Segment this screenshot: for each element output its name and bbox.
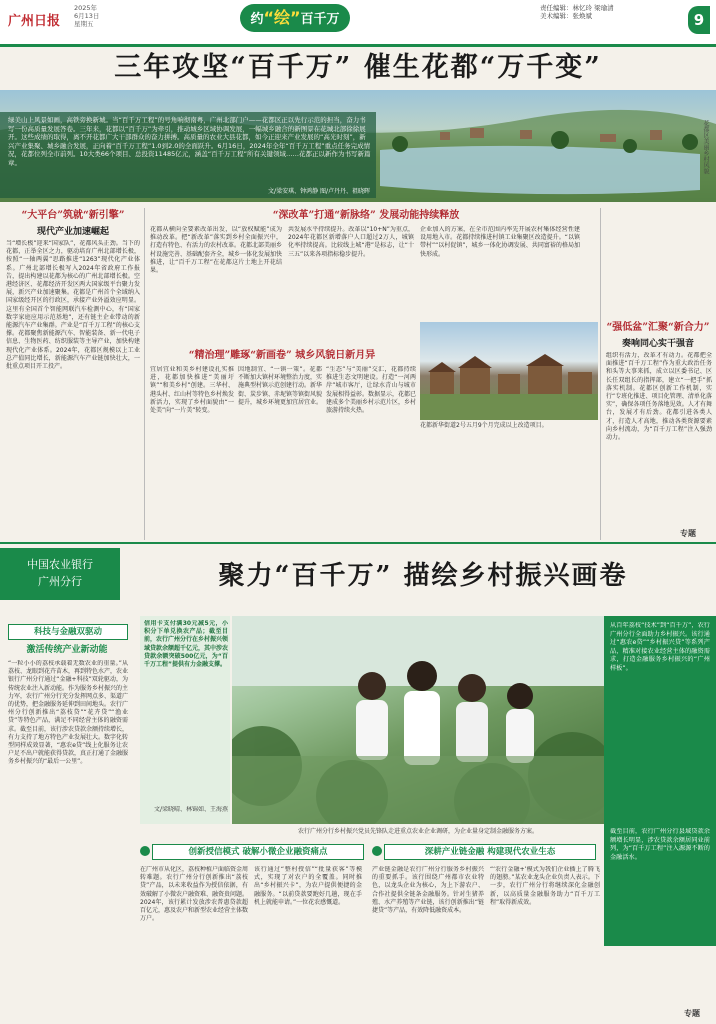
col1-body: 当“增长极”迎来“国家队”，花都风头正劲。当下的花都，正举全区之力，驱动培育广州北部增长极，按照“一轴两翼”思路推进“1263”现代化产业体系。广州北部增长极写入2024年省政府工作报告，提出构建以花都为核心的广州北部增长极。空港经济区、花都经济开发区两大国家级平台聚力发展，新兴产业加速聚集。花都是广州首个全域纳入国家级经开区的行政区，承接产业外溢效应明显。这里有全国首个智能网联汽车检测中心，有“国家数字家庭应用示范基地”，还有链主企业带动的新能源汽车产业集群。产业是“百千万工程”的核心支撑。花都聚焦新能源汽车、智能装备、新一代电子信息、生物医药、纺织服装等主导产业，加快构建现代化产业体系。2024年，花都区规模以上工业总产值同比增长，新能源汽车产业链加快壮大，一批重点项目开工投产。 [6,240,140,371]
story1-lead: 绿美山上风景如画，高铁旁换新城。当“百千万工程”的号角响彻南粤，广州北部门户——花都区正以先行示范的担当，奋力书写一份高质量发展答卷。三年来，花都以“百千万”为牵引，推动城乡区域协调发展，一幅城乡融合的新图景在花城北部徐徐展开。这些成绩的取得，离不开花都广大干部群众的奋力拼搏。高质量的农业大县花都，如今正迎来产业发展的“高光时刻”，新兴产业集聚、城乡融合发展，正向着“百千万工程”1.0到2.0的全面跃升。6月16日，2024年全年“百千万工程”重点任务完成情况，花都位列全市前列。10大类66个项目、总投资11485亿元，涵盖“百千万工程”所有关键领域……花都正以新作为书写新篇章。 [8,116,371,167]
town-caption: 花都新华街道2号五月9个月完成以上改造项目。 [420,422,548,429]
story2-left-tag-sub: 激活传统产业新动能 [26,645,108,655]
section-divider [0,542,716,544]
sidebar-text-2: 截至目前，农行广州分行县域贷款余额增长明显，涉农贷款余额居同业前列，为“百千万工程”注入源源不断的金融活水。 [610,828,710,861]
col-right-body: 组织有活力，改革才有动力。花都把全面推进“百千万工程”作为重大政治任务和头等大事来抓，成立以区委书记、区长任双组长的指挥部，建立“一把手”抓落实机制。花都区创新工作机制，实行“专班化推进、项目化管理、清单化落实”，确保各项任务落地见效。人才有舞台，发展才有后劲。花都引进各类人才，打造人才高地，推动各类资源要素向乡村流动，为“百千万工程”注入强劲动力。 [606,352,712,442]
col-mid-title: “深改革”打通“新脉络” 发展动能持续释放 [272,210,460,221]
col-mid2-text-a: 宜居宜业和美乡村建设扎实推进，花都加快推进“美丽圩镇”“和美乡村”创建。三华村、港头村、红山村等特色乡村焕发新活力，实现了乡村面貌由“一处美”向“一片美”转变。 [150,366,234,415]
col-mid-text-a: 花都从横向全要素改革出发，以“放权赋能”成为推动改革。把“新改革”落实到乡村全面振兴中，打造有特色、有活力的农村改革。花都北部美丽乡村设施完善、基础配套齐全，城乡一体化发展加快推进，让“百千万工程”在花都这片土地上开花结果。 [150,226,282,275]
story2-sidebar [604,616,716,946]
col-right-title: “强低盆”汇聚“新合力” [606,322,710,333]
highlight-text: 信用卡支付满30元减5元，小积分下单兑换农产品；截至目前，农行广州分行在乡村振兴领域贷款余额超千亿元，其中涉农贷款余额突破500亿元，为“百千万工程”提供有力金融支撑。 [144,620,228,669]
editor-line-2: 美术编辑：张焕斌 [540,12,592,20]
col-mid2-text-c: “生态”与“美丽”交汇，花都持续推进生态文明建设。打造“一河两岸”城市客厅，让绿水青山与城市发展相得益彰。数据显示，花都已建成多个美丽乡村示范片区，乡村旅游持续火热。 [326,366,416,415]
story2-tag-right: 深耕产业链金融 构建现代农业生态 [384,844,596,860]
col-mid2-title: “精治理”雕琢“新画卷” 城乡风貌日新月异 [188,350,376,361]
date-weekday: 星期五 [74,20,94,28]
story2-left-tag-title: 科技与金融双驱动 [8,624,128,640]
story2-tag-left: 创新授信模式 破解小微企业融资痛点 [152,844,364,860]
story2-text-mid: 该行通过“整村授信”“批量获客”等模式，实现了对农户的全覆盖。同时推出“乡村振兴卡”，为农户提供便捷的金融服务。“以前贷款要跑好几趟，现在手机上就能申请。”一位花农感慨道。 [254,866,362,906]
column-divider-right [600,208,601,540]
story2-photo [232,616,604,824]
banner-highlight: “绘” [263,8,301,27]
town-image [420,322,598,420]
sidebar-text-1: 从百年荔枝“技术”到“百千万”，农行广州分行全面助力乡村振兴。该行通过“惠农e贷”“乡村振兴贷”等系列产品，精准对接农业经营主体的融资需求，打造金融服务乡村振兴的“广州样板”。 [610,622,710,672]
date-day: 6月13日 [74,12,100,20]
story2-end-mark: 专题 [684,1009,700,1018]
story1-headline: 三年攻坚“百千万” 催生花都“万千变” [114,52,602,83]
story2-left-body: “一粒小小的荔枝承载着无数农业的重量。”从荔枝、龙眼到花卉苗木，再到特色水产，农业银行广州分行通过“金融+科技”双轮驱动，为传统农业注入新动能。作为服务乡村振兴的主力军，农行广州分行充分发挥网点多、渠道广的优势，把金融服务延伸到田间地头。农行广州分行创新推出“荔枝贷”“花卉贷”“渔业贷”等特色产品，满足不同经营主体的融资需求。截至目前，该行涉农贷款余额持续增长，有力支持了地方特色产业发展壮大。数字化转型同样成效显著，“惠农e贷”线上化服务让农户足不出户就能获得贷款，真正打通了金融服务乡村振兴的“最后一公里”。 [8,660,128,766]
story1-end-mark: 专题 [680,529,696,538]
story2-text-left: 在广州市从化区，荔枝种植户面临资金周转难题。农行广州分行创新推出“荔枝贷”产品，以未来收益作为授信依据，有效破解了小微农户融资难、融资贵问题。2024年，该行累计发放涉农普惠贷款超百亿元，惠及农户和新型农业经营主体数万户。 [140,866,248,923]
col1-subtitle: 现代产业加速崛起 [36,227,109,237]
bank-label [0,548,120,600]
col-mid-text-b: 共发展水平持续提升。改革以“10+N”为重点，2024年花都区新增落户人口超过2万人，城镇化率持续提高。比较线上城“港”是标志，让“十三五”以来各项指标稳步提升。 [288,226,414,258]
hero-side-caption: 花都区美丽乡村风貌 [702,120,709,174]
story2-photo-caption: 农行广州分行乡村振兴党员先锋队走进重点农业企业调研，为企业量身定制金融服务方案。 [297,828,538,835]
story2-text-far: “‘农行金融+’模式为我们企业插上了腾飞的翅膀。”某农业龙头企业负责人表示。下一步，农行广州分行将继续深化金融创新，以高质量金融服务助力“百千万工程”取得新成效。 [490,866,600,906]
col-mid-text-c: 企业加入的方案，在全市范围内率先开展农村集体经营性建设用地入市。花都持续推进村镇工业集聚区改造提升。“以镇带村”“以村促镇”，城乡一体化协调发展、共同富裕的格局加快形成。 [420,226,580,258]
bank-line-2: 广州分行 [38,575,82,588]
banner-pre: 约 [250,12,264,27]
col1-title: “大平台”筑就“新引擎” [21,210,125,221]
bank-staff-photo [232,616,604,824]
tag-bullet-icon [140,846,150,856]
column-divider [144,208,145,540]
col-mid2-text-b: 因地制宜、“一镇一策”。花都不断加大镇村环境整治力度，实施典型村镇示范创建行动。新华街、炭步镇、赤坭镇等镇街风貌提升，城乡环境更加宜居宜业。 [238,366,322,406]
story2-text-right: 产业链金融是农行广州分行服务乡村振兴的重要抓手。该行围绕广州都市农业特色，以龙头企业为核心，为上下游农户、合作社提供全链条金融服务。针对生猪养殖、水产养殖等产业链，该行创新推出“链捷贷”等产品，有效降低融资成本。 [372,866,484,915]
issue-date [74,4,99,28]
date-year: 2025年 [74,4,98,12]
story1-credit: 文/梁安琪、钟鸿静 图/卢丹丹、祖晓晖 [268,188,370,195]
editor-credits [540,4,614,20]
newspaper-logo: 广州日报 [8,14,61,29]
town-photo [420,322,598,420]
bank-line-1: 中国农业银行 [27,558,93,571]
section-banner [240,4,350,32]
highlight-author: 文/梁晓晴、林锦如、王海燕 [153,806,228,813]
banner-post: 百千万 [300,12,340,27]
story2-headline: 聚力“百千万” 描绘乡村振兴画卷 [218,561,628,591]
page-number: 9 [688,6,710,34]
tag-bullet-icon [372,846,382,856]
col-right-subtitle: 奏响同心实干强音 [621,339,694,349]
editor-line-1: 责任编辑：林忆玲 梁瑜清 [540,4,614,12]
